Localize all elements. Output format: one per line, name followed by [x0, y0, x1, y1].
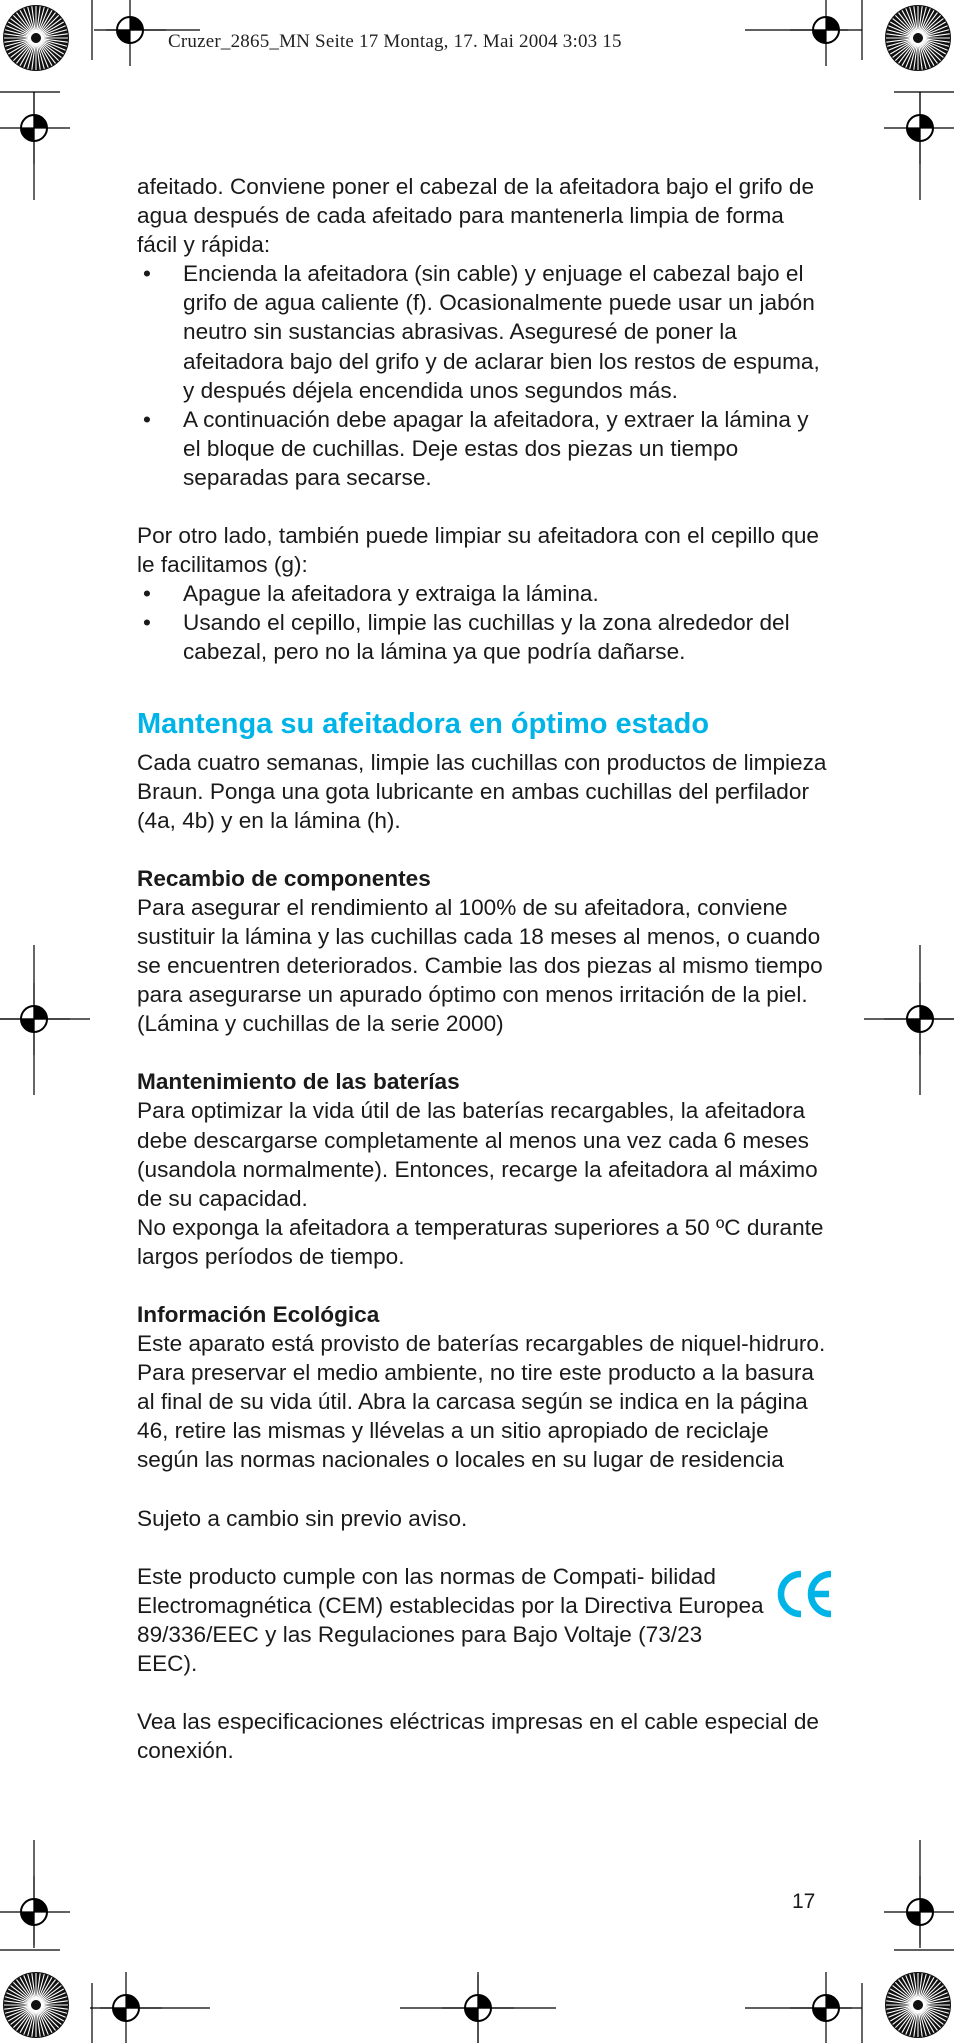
compliance-block	[137, 1562, 827, 1678]
list-item: • A continuación debe apagar la afeitadora, y extraer la lámina y el bloque de cuchillas. Deje estas dos piezas un tiempo separadas para secarse.	[137, 405, 827, 492]
section-heading: Mantenga su afeitadora en óptimo estado	[137, 707, 710, 740]
ce-mark-icon	[775, 1568, 835, 1620]
brush-paragraph: Por otro lado, también puede limpiar su afeitadora con el cepillo que le facilitamos (g):	[137, 523, 819, 578]
battery-warning: No exponga la afeitadora a temperaturas superiores a 50 ºC durante largos períodos de tiempo.	[137, 1214, 824, 1269]
list-item: • Encienda la afeitadora (sin cable) y enjuage el cabezal bajo el grifo de agua caliente (f). Ocasionalmente puede usar un jabón neutro sin sustancias abrasivas. Aseguresé de poner la afeitadora bajo del grifo y de aclarar bien los restos de espuma, y después déjela encendida unos segundos más.	[137, 259, 827, 404]
parts-note: (Lámina y cuchillas de la serie 2000)	[137, 1011, 504, 1037]
maintain-paragraph: Cada cuatro semanas, limpie las cuchillas con productos de limpieza Braun. Ponga una gota lubricante en ambas cuchillas del perfilador (4a, 4b) y en la lámina (h).	[137, 749, 827, 833]
intro-paragraph: afeitado. Conviene poner el cabezal de la afeitadora bajo el grifo de agua después de cada afeitado para mantenerla limpia de forma fácil y rápida:	[137, 174, 815, 258]
specs-text: Vea las especificaciones eléctricas impresas en el cable especial de conexión.	[137, 1709, 819, 1764]
notice-text: Sujeto a cambio sin previo aviso.	[137, 1505, 468, 1531]
eco-paragraph: Este aparato está provisto de baterías recargables de niquel-hidruro. Para preservar el medio ambiente, no tire este producto a la basura al final de su vida útil. Abra la carcasa según se indica en la página 46, retire las mismas y llévelas a un sitio apropiado de reciclaje según las normas nacionales o locales en su lugar de residencia	[137, 1331, 826, 1473]
page-body	[137, 172, 827, 1765]
print-slug: Cruzer_2865_MN Seite 17 Montag, 17. Mai 2004 3:03 15	[168, 31, 622, 52]
page-number: 17	[792, 1890, 816, 1913]
parts-paragraph: Para asegurar el rendimiento al 100% de su afeitadora, conviene sustituir la lámina y las cuchillas cada 18 meses al menos, o cuando se encuentren deteriorados. Cambie las dos piezas al mismo tiempo para asegurarse un apurado óptimo con menos irritación de la piel.	[137, 894, 823, 1008]
parts-heading: Recambio de componentes	[137, 865, 431, 891]
intro-bullets	[137, 259, 827, 492]
eco-heading: Información Ecológica	[137, 1302, 380, 1327]
compliance-paragraph: Este producto cumple con las normas de Compati- bilidad Electromagnética (CEM) establecidas por la Directiva Europea 89/336/EEC y las Regulaciones para Bajo Voltaje (73/23 EEC).	[137, 1563, 764, 1676]
brush-bullets	[137, 579, 827, 666]
list-item: • Apague la afeitadora y extraiga la lámina.	[137, 579, 827, 608]
battery-heading: Mantenimiento de las baterías	[137, 1069, 460, 1095]
battery-paragraph: Para optimizar la vida útil de las baterías recargables, la afeitadora debe descargarse completamente al menos una vez cada 6 meses (usandola normalmente). Entonces, recarge la afeitadora al máximo de su capacidad.	[137, 1098, 818, 1211]
list-item: • Usando el cepillo, limpie las cuchillas y la zona alrededor del cabezal, pero no la lámina ya que podría dañarse.	[137, 608, 827, 666]
